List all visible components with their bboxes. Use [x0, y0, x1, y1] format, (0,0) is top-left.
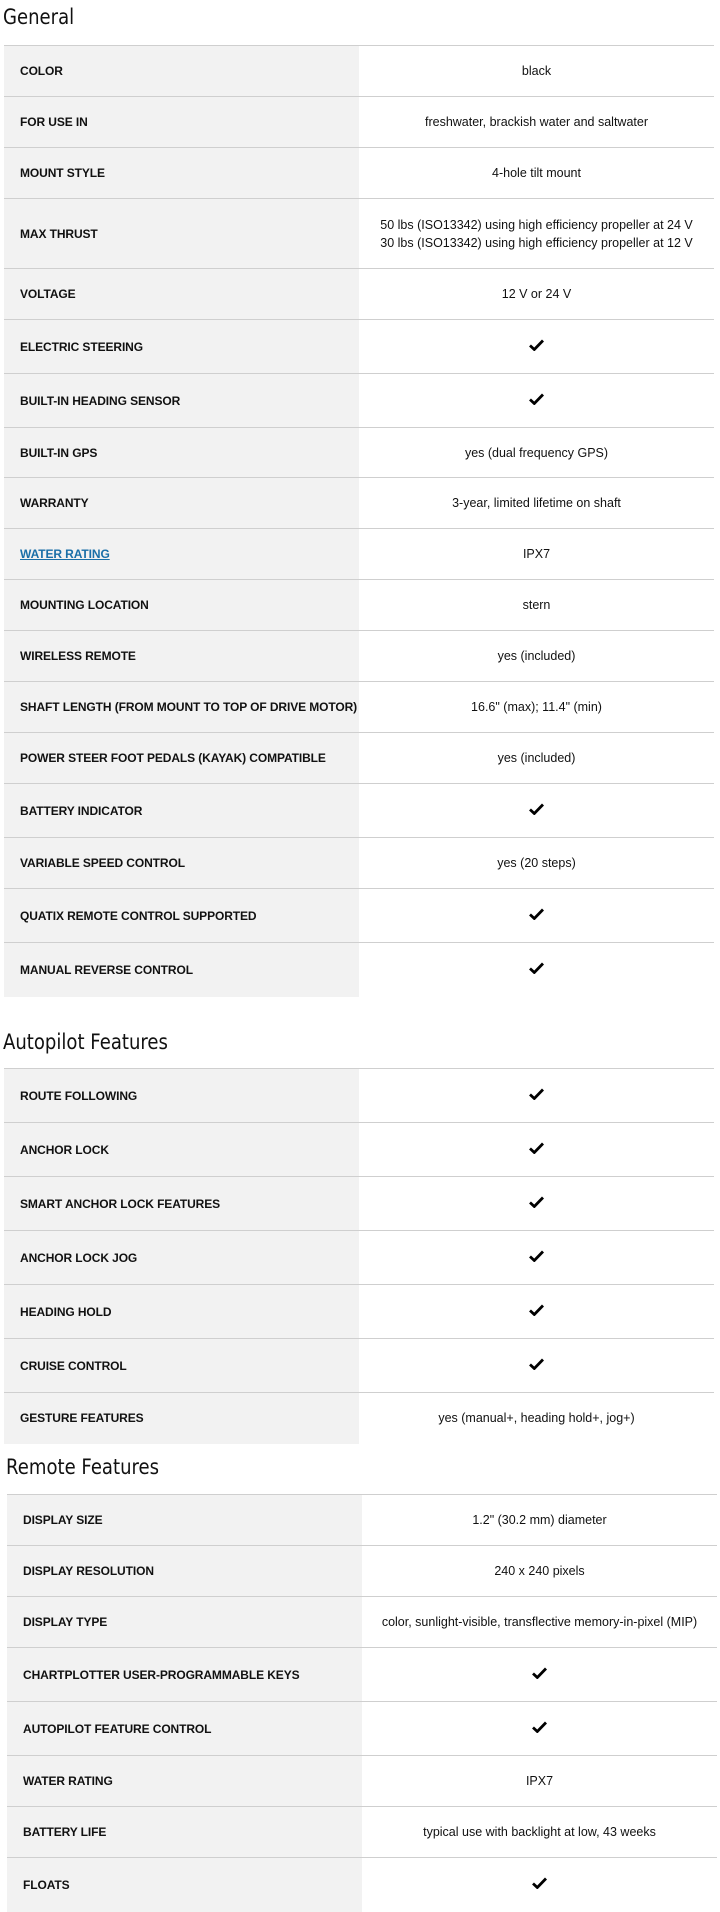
- spec-label: [4, 838, 359, 889]
- spec-label-text: FOR USE IN: [20, 115, 88, 129]
- table-row: [7, 1807, 717, 1858]
- spec-value: [362, 1597, 717, 1648]
- table-row: [4, 1339, 714, 1393]
- spec-value-text: freshwater, brackish water and saltwater: [424, 115, 649, 129]
- table-row: [4, 1285, 714, 1339]
- spec-label-text: WIRELESS REMOTE: [20, 649, 136, 663]
- spec-value-text: IPX7: [522, 547, 551, 561]
- spec-label-text: SMART ANCHOR LOCK FEATURES: [20, 1196, 221, 1211]
- spec-label: [4, 148, 359, 199]
- spec-value-text: 240 x 240 pixels: [494, 1564, 585, 1578]
- spec-label: [7, 1807, 362, 1858]
- spec-value: [359, 838, 714, 889]
- table-row: [4, 1123, 714, 1177]
- spec-label: [4, 529, 359, 580]
- spec-label: [4, 320, 359, 374]
- table-row: [4, 97, 714, 148]
- table-row: [4, 46, 714, 97]
- table-row: [4, 199, 714, 269]
- spec-label-text: POWER STEER FOOT PEDALS (KAYAK) COMPATIBLE: [20, 751, 326, 765]
- spec-label: [4, 889, 359, 943]
- spec-label: [7, 1648, 362, 1702]
- spec-label-text: HEADING HOLD: [20, 1304, 112, 1319]
- spec-label-text: ELECTRIC STEERING: [20, 339, 143, 354]
- spec-value: [359, 529, 714, 580]
- table-row: [4, 889, 714, 943]
- checkmark-icon: [529, 1247, 544, 1266]
- spec-value-text: typical use with backlight at low, 43 weeks: [423, 1825, 656, 1839]
- spec-value: [362, 1702, 717, 1756]
- checkmark-icon: [529, 390, 544, 409]
- spec-value-text: 3-year, limited lifetime on shaft: [452, 496, 621, 510]
- spec-value: [359, 1231, 714, 1285]
- table-row: [4, 529, 714, 580]
- table-row: [4, 580, 714, 631]
- spec-label-text: MOUNT STYLE: [20, 166, 105, 180]
- spec-label: [4, 733, 359, 784]
- checkmark-icon: [529, 1085, 544, 1104]
- spec-label: [4, 1285, 359, 1339]
- spec-label-text: SHAFT LENGTH (FROM MOUNT TO TOP OF DRIVE MOTOR): [20, 700, 358, 714]
- spec-label: [7, 1546, 362, 1597]
- spec-value: [359, 889, 714, 943]
- spec-label: [4, 943, 359, 997]
- spec-value: [359, 733, 714, 784]
- table-row: [4, 1231, 714, 1285]
- spec-value-text: yes (manual+, heading hold+, jog+): [438, 1411, 635, 1426]
- spec-value: [359, 97, 714, 148]
- spec-label: [4, 97, 359, 148]
- spec-value: [359, 320, 714, 374]
- table-row: [4, 1069, 714, 1123]
- table-row: [4, 784, 714, 838]
- table-row: [4, 733, 714, 784]
- checkmark-icon: [529, 1355, 544, 1374]
- table-row: [4, 478, 714, 529]
- spec-value: [359, 1285, 714, 1339]
- spec-value: [362, 1756, 717, 1807]
- water-rating-link[interactable]: WATER RATING: [20, 547, 110, 561]
- spec-value: [362, 1858, 717, 1912]
- checkmark-icon: [529, 1193, 544, 1212]
- section-title: Autopilot Features: [3, 1030, 168, 1054]
- checkmark-icon: [532, 1874, 547, 1893]
- spec-label: [4, 428, 359, 478]
- table-row: [7, 1597, 717, 1648]
- spec-label: [7, 1858, 362, 1912]
- spec-label-text: FLOATS: [23, 1877, 70, 1892]
- spec-value: [359, 1393, 714, 1444]
- spec-label-text: MOUNTING LOCATION: [20, 598, 149, 612]
- spec-label: [7, 1756, 362, 1807]
- spec-label: [4, 682, 359, 733]
- spec-label-text: MANUAL REVERSE CONTROL: [20, 962, 193, 977]
- spec-value-text: stern: [522, 598, 551, 612]
- section-title: Remote Features: [6, 1455, 160, 1479]
- spec-label-text: QUATIX REMOTE CONTROL SUPPORTED: [20, 908, 257, 923]
- spec-value: [359, 374, 714, 428]
- spec-value: [359, 943, 714, 997]
- spec-label-text: WATER RATING: [23, 1774, 113, 1788]
- spec-label-text: ROUTE FOLLOWING: [20, 1088, 138, 1103]
- spec-label-text: DISPLAY RESOLUTION: [23, 1564, 154, 1578]
- checkmark-icon: [532, 1664, 547, 1683]
- spec-value-text: yes (included): [497, 751, 576, 765]
- spec-value: [362, 1546, 717, 1597]
- spec-value: [362, 1648, 717, 1702]
- spec-value-text: 12 V or 24 V: [501, 287, 572, 301]
- spec-table: [4, 1068, 714, 1444]
- checkmark-icon: [529, 959, 544, 978]
- checkmark-icon: [529, 800, 544, 819]
- table-row: [7, 1702, 717, 1756]
- spec-table: [4, 45, 714, 997]
- spec-value: [359, 428, 714, 478]
- spec-label-text: WARRANTY: [20, 496, 89, 510]
- table-row: [4, 943, 714, 997]
- spec-label: [4, 269, 359, 320]
- spec-label-text: ANCHOR LOCK: [20, 1142, 109, 1157]
- spec-value: [359, 199, 714, 269]
- spec-label: [7, 1597, 362, 1648]
- checkmark-icon: [529, 336, 544, 355]
- checkmark-icon: [529, 1139, 544, 1158]
- spec-value-text: yes (20 steps): [497, 856, 576, 870]
- table-row: [7, 1495, 717, 1546]
- spec-value-text: 16.6" (max); 11.4" (min): [471, 700, 602, 714]
- table-row: [4, 1177, 714, 1231]
- spec-label: [4, 1069, 359, 1123]
- spec-value: [359, 784, 714, 838]
- spec-label: [4, 1123, 359, 1177]
- checkmark-icon: [529, 905, 544, 924]
- spec-value: [359, 1069, 714, 1123]
- spec-value-text: black: [521, 64, 552, 78]
- spec-value: [362, 1495, 717, 1546]
- table-row: [4, 148, 714, 199]
- spec-value: [359, 580, 714, 631]
- spec-value: [359, 1123, 714, 1177]
- spec-value: [359, 1339, 714, 1393]
- spec-label-text: BUILT-IN HEADING SENSOR: [20, 393, 181, 408]
- spec-label: [4, 1339, 359, 1393]
- spec-label: [4, 199, 359, 269]
- spec-label-text: CHARTPLOTTER USER-PROGRAMMABLE KEYS: [23, 1667, 300, 1682]
- table-row: [4, 682, 714, 733]
- spec-label: [7, 1702, 362, 1756]
- spec-value: [359, 148, 714, 199]
- spec-label: [4, 1231, 359, 1285]
- spec-label-text: ANCHOR LOCK JOG: [20, 1250, 138, 1265]
- section-title: General: [3, 5, 75, 29]
- spec-label: [4, 784, 359, 838]
- spec-label-text: CRUISE CONTROL: [20, 1358, 127, 1373]
- spec-label-text: MAX THRUST: [20, 226, 98, 241]
- spec-label: [4, 580, 359, 631]
- spec-label-text: VOLTAGE: [20, 287, 76, 301]
- spec-label: [7, 1495, 362, 1546]
- spec-label-text: GESTURE FEATURES: [20, 1411, 144, 1426]
- spec-value-text: color, sunlight-visible, transflective memory-in-pixel (MIP): [381, 1615, 698, 1629]
- spec-value: [359, 1177, 714, 1231]
- table-row: [7, 1858, 717, 1912]
- spec-label-text: COLOR: [20, 64, 63, 78]
- spec-value: [359, 478, 714, 529]
- spec-label-text: BUILT-IN GPS: [20, 445, 98, 460]
- spec-label-text: BATTERY INDICATOR: [20, 803, 143, 818]
- table-row: [4, 428, 714, 478]
- checkmark-icon: [529, 1301, 544, 1320]
- spec-value: [359, 46, 714, 97]
- spec-label-text: DISPLAY SIZE: [23, 1513, 103, 1527]
- spec-value-text: yes (dual frequency GPS): [464, 445, 609, 460]
- spec-value: [359, 631, 714, 682]
- spec-label-text: BATTERY LIFE: [23, 1825, 107, 1839]
- table-row: [4, 631, 714, 682]
- spec-value: [359, 682, 714, 733]
- spec-value-text: IPX7: [525, 1774, 554, 1788]
- spec-value-text: yes (included): [497, 649, 576, 663]
- spec-value: [362, 1807, 717, 1858]
- table-row: [7, 1756, 717, 1807]
- table-row: [4, 374, 714, 428]
- table-row: [7, 1648, 717, 1702]
- spec-label: [4, 631, 359, 682]
- spec-value-text: 1.2" (30.2 mm) diameter: [472, 1513, 607, 1527]
- spec-label: [4, 374, 359, 428]
- table-row: [4, 838, 714, 889]
- spec-value: [359, 269, 714, 320]
- spec-label-text: DISPLAY TYPE: [23, 1615, 108, 1629]
- table-row: [4, 269, 714, 320]
- spec-label-text: VARIABLE SPEED CONTROL: [20, 856, 185, 870]
- spec-label: [4, 478, 359, 529]
- spec-label: [4, 1177, 359, 1231]
- spec-value-text: 30 lbs (ISO13342) using high efficiency propeller at 12 V: [380, 235, 693, 250]
- spec-table: [7, 1494, 717, 1912]
- table-row: [4, 1393, 714, 1444]
- spec-label: [4, 1393, 359, 1444]
- spec-value-text: 50 lbs (ISO13342) using high efficiency propeller at 24 V: [380, 217, 693, 232]
- spec-label: [4, 46, 359, 97]
- spec-value-text: 4-hole tilt mount: [492, 166, 581, 180]
- table-row: [4, 320, 714, 374]
- spec-label-text: AUTOPILOT FEATURE CONTROL: [23, 1721, 212, 1736]
- checkmark-icon: [532, 1718, 547, 1737]
- table-row: [7, 1546, 717, 1597]
